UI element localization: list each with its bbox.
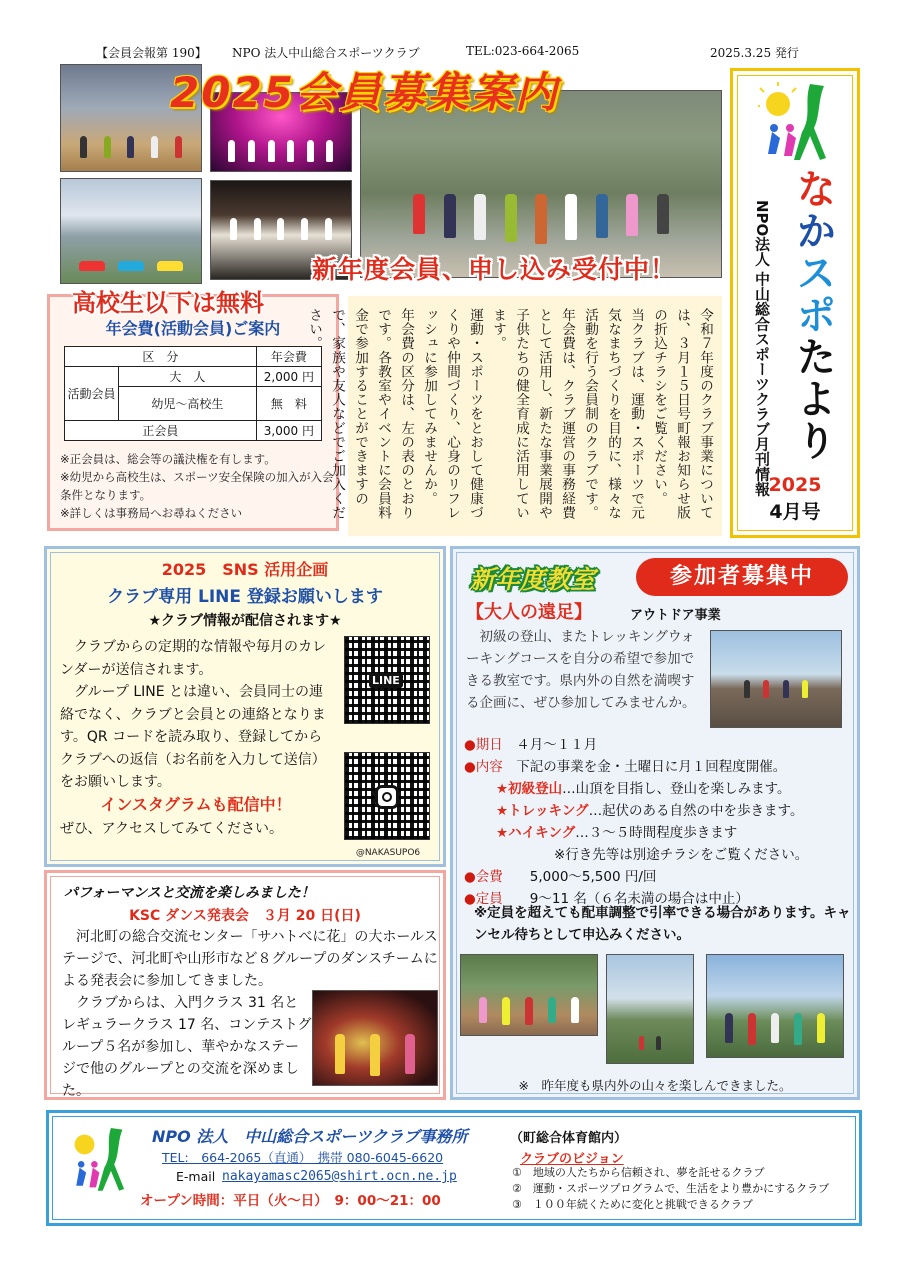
instagram-handle: @NAKASUPO6: [355, 848, 421, 858]
performance-event: KSC ダンス発表会 ３月 20 日(日): [129, 908, 361, 924]
publish-date: 2025.3.25 発行: [710, 46, 799, 60]
club-logo-icon: [758, 82, 838, 166]
masthead-year: 2025: [768, 474, 822, 496]
sns-title: 2025 SNS 活用企画: [161, 560, 329, 579]
class-description: 初級の登山、またトレッキングウォーキングコースを自分の希望で参加できる教室です。県内外の自然を満喫する企画に、ぜひ参加してみませんか。: [466, 629, 696, 711]
content-value: 下記の事業を金・土曜日に月１回程度開催。: [516, 759, 787, 775]
activity-desc: …３～５時間程度歩きます: [575, 825, 738, 841]
activity-desc: …山頂を目指し、登山を楽しみます。: [562, 781, 791, 797]
new-class-title: 新年度教室: [470, 565, 596, 594]
footer-logo-icon: [68, 1126, 134, 1196]
col-category: 区 分: [65, 347, 257, 367]
activity-name: ★トレッキング: [496, 803, 589, 819]
fee-label: ●会費: [464, 869, 503, 885]
activity-item: [464, 778, 854, 800]
footer-open-hours: オープン時間：平日（火～日） 9：00～21：00: [140, 1193, 441, 1209]
capacity-value: 9～11 名（６名未満の場合は中止）: [529, 891, 749, 907]
instagram-qr-code[interactable]: [344, 752, 430, 840]
class-name: 【大人の遠足】: [466, 602, 592, 623]
vision-title: クラブのビジョン: [520, 1152, 624, 1167]
vision-item: ② 運動・スポーツプログラムで、生活をより豊かにするクラブ: [512, 1182, 830, 1195]
sns-paragraph: グループ LINE とは違い、会員同士の連絡でなく、クラブと会員との連絡となります。QR コードを読み取り、登録してからクラブへの返信（お名前を入力して送信）をお願いします。: [60, 684, 326, 790]
fee-table: [64, 346, 322, 441]
fee-row: [464, 866, 854, 888]
photo-trail-walk: [606, 954, 694, 1064]
capacity-label: ●定員: [464, 891, 503, 907]
vision-list: [512, 1165, 829, 1213]
issue-number: 【会員会報第 190】: [96, 46, 207, 60]
footer-location: （町総合体育館内）: [510, 1131, 628, 1146]
period-label: ●期日: [464, 737, 503, 753]
class-category: アウトドア事業: [630, 608, 721, 623]
masthead-subtitle: NPO法人 中山総合スポーツクラブ月刊情報: [753, 200, 771, 497]
sns-paragraph: クラブからの定期的な情報や毎月のカレンダーが送信されます。: [60, 639, 326, 678]
row-youth-label: 幼児～高校生: [119, 387, 257, 421]
activity-note: ※行き先等は別途チラシをご覧ください。: [554, 847, 809, 863]
performance-body: 河北町の総合交流センター「サハトべに花」の大ホールステージで、河北町や山形市など８グループのダンスチームによる発表会に参加してきました。: [62, 929, 438, 989]
activity-name: ★初級登山: [496, 781, 563, 797]
footer-phone[interactable]: TEL: 664-2065（直通） 携帯 080-6045-6620: [162, 1150, 444, 1165]
qr-line-label: LINE: [369, 673, 403, 688]
period-value: ４月～１１月: [516, 737, 598, 753]
class-details: [464, 734, 854, 910]
instagram-body: ぜひ、アクセスしてみてください。: [60, 821, 284, 837]
row-regular-label: 正会員: [65, 421, 257, 441]
footer-org: NPO 法人 中山総合スポーツクラブ事務所: [152, 1127, 468, 1146]
photo-dance-performance: [312, 990, 438, 1086]
content-row: [464, 756, 854, 778]
photo-caption: ※ 昨年度も県内外の山々を楽しんできました。: [518, 1078, 792, 1093]
fee-notes: [60, 450, 335, 522]
fee-note: ※幼児から高校生は、スポーツ安全保険の加入が入会条件となります。: [60, 470, 334, 502]
instagram-heading: インスタグラムも配信中！: [100, 795, 292, 814]
col-fee: 年会費: [256, 347, 321, 367]
row-youth-fee: 無 料: [256, 387, 321, 421]
performance-heading: パフォーマンスと交流を楽しみました！: [64, 885, 315, 901]
intro-vertical-text: 令和７年度のクラブ事業については、３月１５日号町報お知らせ版の折込チラシをご覧ください。 当クラブは、運動・スポーツで元気なまちづくりを目的に、様々な活動を行う会員制のクラブです。 年会費は、クラブ運営の事務経費として活用し、新たな事業展開や子供たちの健全育成に活用しています。 運動・スポーツをとおして健康づくりや仲間づくり、心身のリフレッシュに参加してみませんか。 年会費の区分は、左の表のとおりです。各教室やイベントに会員料金で参加することができますので、家族や友人などでご加入ください。: [306, 308, 713, 520]
activity-desc: …起伏のある自然の中を歩きます。: [588, 803, 804, 819]
fee-note: ※正会員は、総会等の議決権を有します。: [60, 452, 276, 466]
content-label: ●内容: [464, 759, 503, 775]
footer-email-label: E-mail: [176, 1169, 216, 1184]
recruiting-badge: 参加者募集中: [636, 558, 848, 596]
masthead-month: 4月号: [769, 501, 821, 523]
performance-body-2: クラブからは、入門クラス 31 名とレギュラークラス 17 名、コンテストグループ５名が参加し、華やかなステージで他のグループとの交流を深めました。: [62, 995, 312, 1099]
photo-hiking-group: [460, 954, 598, 1036]
activity-name: ★ハイキング: [496, 825, 576, 841]
vision-item: ① 地域の人たちから信頼され、夢を託せるクラブ: [512, 1166, 765, 1179]
photo-summit-group: [710, 630, 842, 728]
fee-note: ※詳しくは事務局へお尋ねください: [60, 506, 243, 520]
intro-box: [306, 296, 722, 536]
row-adult-label: 大 人: [119, 367, 257, 387]
header-org: NPO 法人中山総合スポーツクラブ: [232, 46, 420, 60]
vision-item: ③ １００年続くために変化と挑戦できるクラブ: [512, 1198, 753, 1211]
activity-item: [464, 800, 854, 822]
header-tel: TEL:023-664-2065: [466, 44, 580, 58]
fee-value: 5,000～5,500 円/回: [529, 869, 657, 885]
fee-title: 年会費(活動会員)ご案内: [105, 319, 281, 338]
sns-subtitle: クラブ専用 LINE 登録お願いします: [107, 587, 383, 607]
activity-item: [464, 822, 854, 844]
line-qr-code[interactable]: [344, 636, 430, 724]
free-banner: 高校生以下は無料: [72, 289, 264, 317]
masthead-title: なかスポたより: [790, 168, 836, 462]
row-regular-fee: 3,000 円: [256, 421, 321, 441]
capacity-warning: ※定員を超えても配車調整で引率できる場合があります。キャンセル待ちとして申込みください。: [474, 905, 851, 943]
period-row: [464, 734, 854, 756]
photo-mountain-summit: [706, 954, 844, 1058]
sns-star-note: ★クラブ情報が配信されます★: [148, 613, 342, 629]
photo-kayak: [60, 178, 202, 284]
instagram-icon: [375, 785, 399, 809]
slogan: 新年度会員、申し込み受付中！: [312, 255, 677, 284]
group-label: 活動会員: [65, 367, 119, 421]
row-adult-fee: 2,000 円: [256, 367, 321, 387]
sns-body: [60, 636, 332, 794]
footer-email-link[interactable]: nakayamasc2065@shirt.ocn.ne.jp: [222, 1169, 457, 1184]
main-title: 2025会員募集案内: [170, 68, 559, 117]
